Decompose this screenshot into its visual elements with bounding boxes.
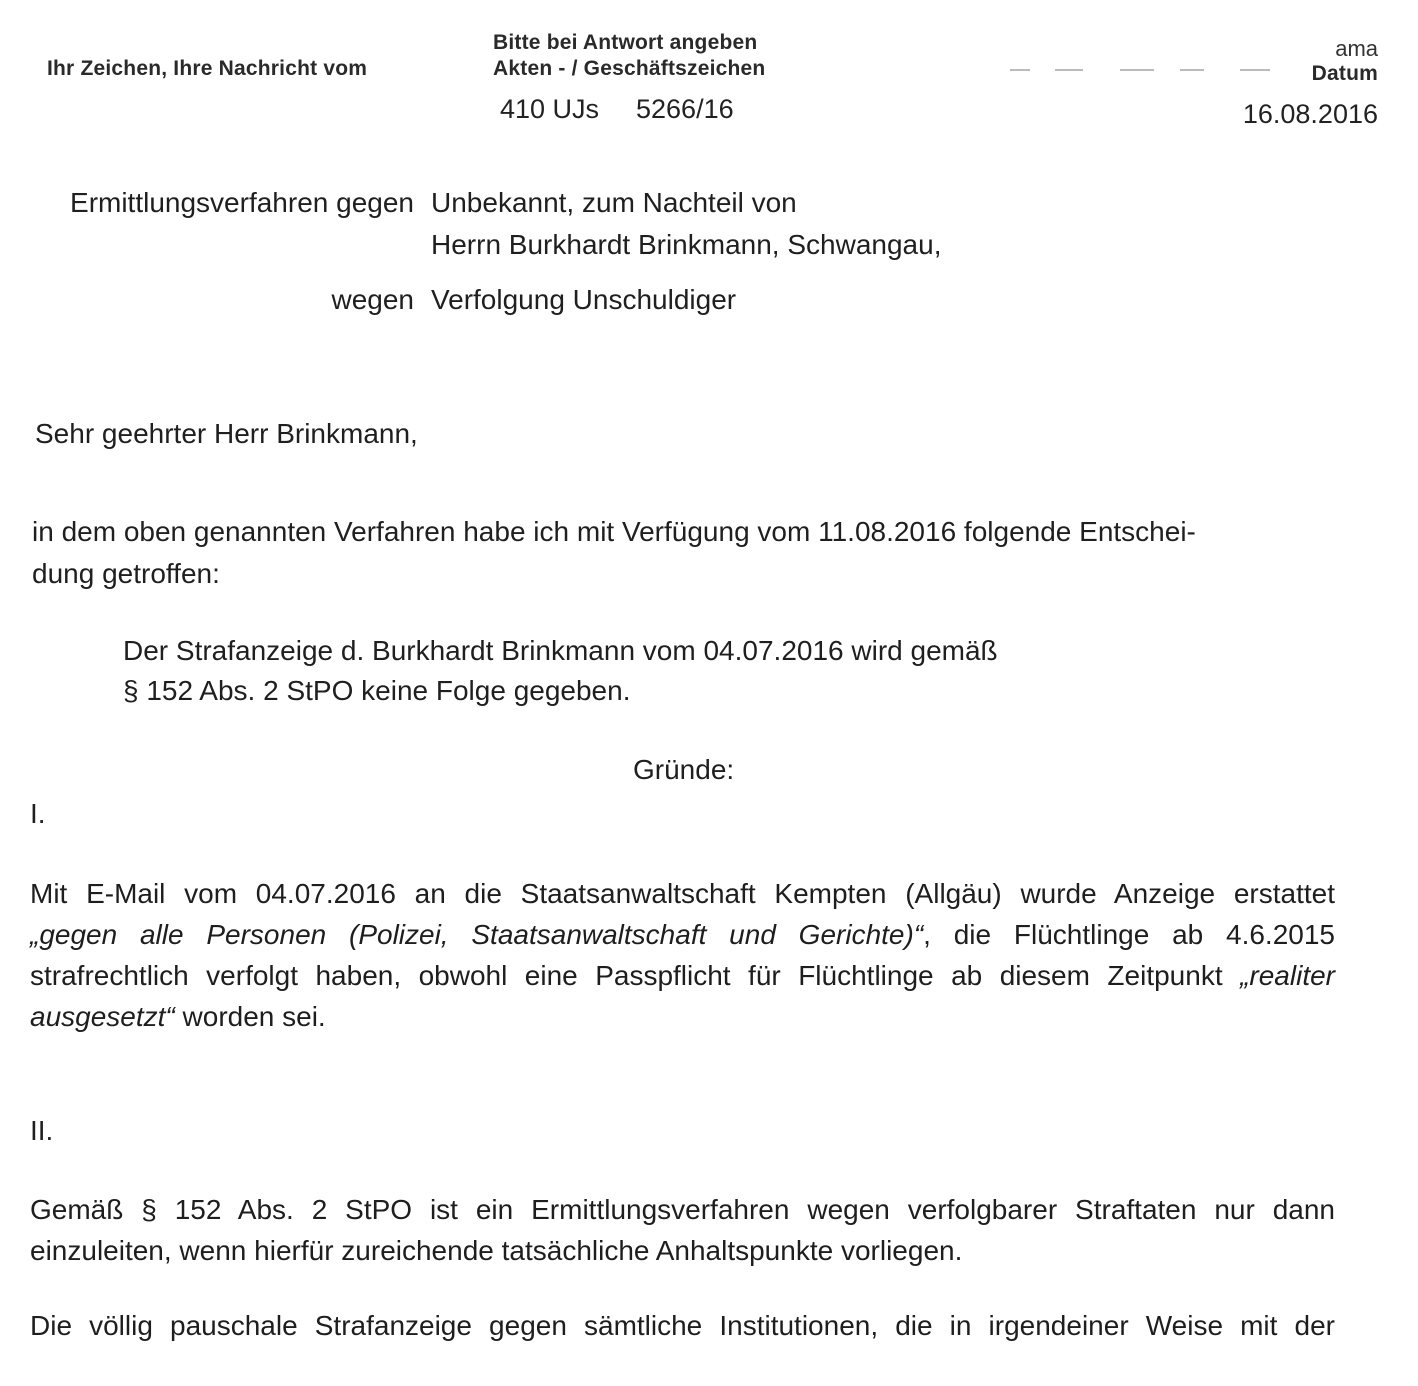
intro-line-2: dung getroffen: <box>32 558 220 589</box>
file-number-part2: 5266/16 <box>636 94 734 124</box>
section-1-line-2 <box>30 914 1335 955</box>
decision-line-2: § 152 Abs. 2 StPO keine Folge gegeben. <box>123 675 631 706</box>
scan-artifact <box>1055 69 1083 71</box>
file-number-part1: 410 UJs <box>500 94 600 124</box>
section-1-line-1: Mit E-Mail vom 04.07.2016 an die Staatsanwaltschaft Kempten (Allgäu) wurde Anzeige erstattet <box>30 878 1335 909</box>
section-1-line-3 <box>30 955 1335 996</box>
quote-text: ausgesetzt“ <box>30 1001 175 1032</box>
intro-line-1: in dem oben genannten Verfahren habe ich mit Verfügung vom 11.08.2016 folgende Entschei- <box>32 516 1196 547</box>
scan-artifact <box>1010 69 1030 71</box>
subject-label-proceedings: Ermittlungsverfahren gegen <box>70 187 414 218</box>
section-2-para2-line-1: Die völlig pauschale Strafanzeige gegen sämtliche Institutionen, die in irgendeiner Weise mit der <box>30 1310 1335 1341</box>
section-1-line-4 <box>30 996 1335 1037</box>
quote-text: „gegen alle Personen (Polizei, Staatsanwaltschaft und Gerichte)“ <box>30 919 924 950</box>
section-1-numeral: I. <box>30 798 46 829</box>
subject-value-line1: Unbekannt, zum Nachteil von <box>431 187 797 218</box>
section-1-line-2-rest: , die Flüchtlinge ab 4.6.2015 <box>923 919 1335 950</box>
salutation: Sehr geehrter Herr Brinkmann, <box>35 418 418 449</box>
quote-text: „realiter <box>1240 960 1335 991</box>
section-2-numeral: II. <box>30 1115 54 1146</box>
reply-reference-label-2: Akten - / Geschäftszeichen <box>493 57 766 80</box>
section-2-para1-line-1: Gemäß § 152 Abs. 2 StPO ist ein Ermittlungsverfahren wegen verfolgbarer Straftaten nur dann <box>30 1194 1335 1225</box>
reasons-heading: Gründe: <box>633 754 735 785</box>
section-2-para1-line-2: einzuleiten, wenn hierfür zureichende tatsächliche Anhaltspunkte vorliegen. <box>30 1235 963 1266</box>
scan-artifact <box>1180 69 1204 71</box>
section-1-line-4-rest: worden sei. <box>174 1001 326 1032</box>
reply-reference-label-1: Bitte bei Antwort angeben <box>493 31 758 54</box>
decision-line-1: Der Strafanzeige d. Burkhardt Brinkmann vom 04.07.2016 wird gemäß <box>123 635 998 666</box>
date-label: Datum <box>1311 62 1378 85</box>
scan-artifact <box>1240 69 1270 71</box>
scan-artifact <box>1120 69 1154 71</box>
subject-value-line2: Herrn Burkhardt Brinkmann, Schwangau, <box>431 229 942 260</box>
author-initials: ama <box>1335 36 1378 61</box>
date-value: 16.08.2016 <box>1242 99 1378 129</box>
subject-value-offense: Verfolgung Unschuldiger <box>431 284 737 315</box>
subject-label-because: wegen <box>331 284 414 315</box>
your-reference-label: Ihr Zeichen, Ihre Nachricht vom <box>47 57 368 80</box>
section-1-line-3-start: strafrechtlich verfolgt haben, obwohl eine Passpflicht für Flüchtlinge ab diesem Zeitpunkt <box>30 960 1241 991</box>
